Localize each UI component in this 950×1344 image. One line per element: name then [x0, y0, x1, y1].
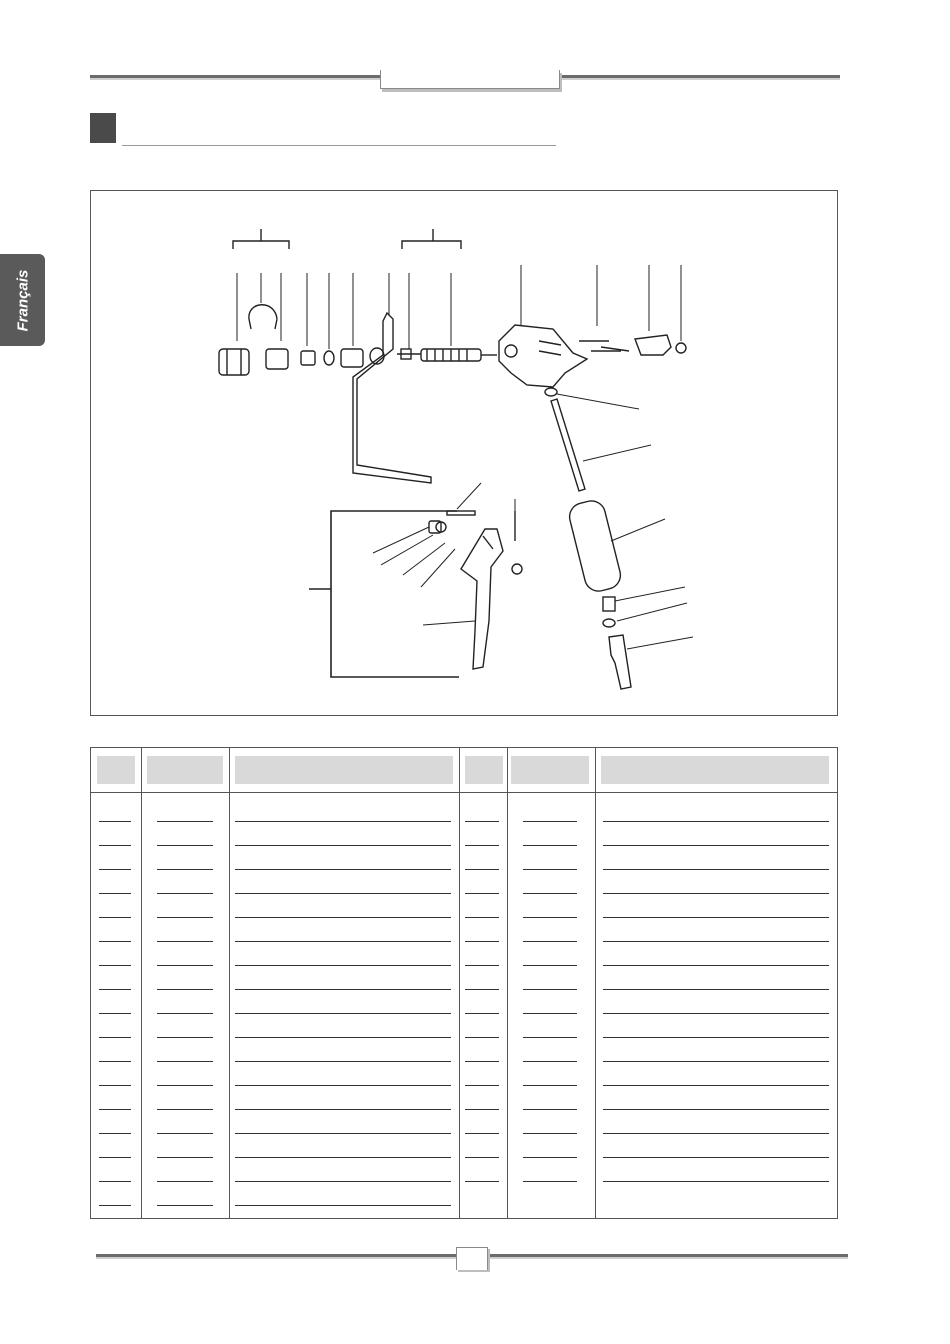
table-row-line-left	[157, 989, 213, 990]
table-row-line-right	[603, 1133, 829, 1134]
table-row-line-left	[99, 989, 131, 990]
spray-gun-drawing	[91, 191, 837, 715]
table-row-line-left	[235, 821, 451, 822]
header-cell-no-left	[97, 756, 135, 784]
table-row-line-left	[99, 1085, 131, 1086]
section-title-rule	[122, 145, 556, 146]
table-row-line-right	[465, 1061, 499, 1062]
air-cap	[219, 349, 249, 375]
table-row-line-right	[603, 1157, 829, 1158]
column-divider	[595, 748, 596, 1218]
packing-nut	[341, 349, 363, 367]
table-row-line-right	[465, 989, 499, 990]
needle-assembly	[397, 349, 497, 361]
table-row-line-left	[99, 845, 131, 846]
table-row-line-left	[235, 1061, 451, 1062]
handle-grip	[567, 498, 624, 594]
column-divider	[141, 748, 142, 1218]
table-row-line-left	[235, 941, 451, 942]
table-row-line-right	[603, 821, 829, 822]
table-row-line-left	[235, 1109, 451, 1110]
header-title-tab	[380, 70, 560, 89]
header-cell-description-right	[601, 756, 829, 784]
table-row-line-right	[465, 1181, 499, 1182]
table-row-line-right	[603, 965, 829, 966]
table-row-line-left	[157, 1013, 213, 1014]
table-row-line-right	[523, 1037, 577, 1038]
table-row-line-left	[157, 941, 213, 942]
retaining-clip	[249, 305, 277, 329]
table-row-line-right	[603, 1181, 829, 1182]
language-tab[interactable]	[0, 254, 45, 346]
table-row-line-right	[465, 1085, 499, 1086]
handle-seal	[545, 388, 557, 396]
table-row-line-left	[157, 1181, 213, 1182]
table-row-line-right	[465, 917, 499, 918]
header-rule-right	[558, 75, 840, 78]
table-row-line-left	[235, 845, 451, 846]
table-row-line-left	[157, 1133, 213, 1134]
table-row-line-left	[157, 1109, 213, 1110]
table-row-line-right	[523, 1133, 577, 1134]
table-row-line-left	[99, 1013, 131, 1014]
table-row-line-right	[603, 869, 829, 870]
table-row-line-left	[157, 821, 213, 822]
table-row-line-left	[99, 965, 131, 966]
table-row-line-left	[235, 869, 451, 870]
table-row-line-left	[235, 1013, 451, 1014]
table-row-line-left	[235, 1157, 451, 1158]
column-divider	[229, 748, 230, 1218]
table-row-line-right	[603, 845, 829, 846]
table-row-line-left	[157, 917, 213, 918]
table-row-line-right	[465, 869, 499, 870]
leader-lines-top	[237, 265, 681, 349]
table-row-line-right	[603, 1037, 829, 1038]
table-row-line-right	[603, 1061, 829, 1062]
table-row-line-right	[465, 1013, 499, 1014]
table-row-line-right	[523, 1013, 577, 1014]
footer-rule-left	[96, 1254, 456, 1257]
table-row-line-right	[523, 989, 577, 990]
leader-lines-trigger	[373, 483, 515, 625]
hose-fitting	[609, 635, 631, 689]
table-row-line-left	[99, 1037, 131, 1038]
gun-body	[499, 325, 587, 387]
table-row-line-left	[235, 1181, 451, 1182]
table-row-line-right	[465, 845, 499, 846]
connector-seal	[603, 619, 615, 627]
table-row-line-left	[157, 893, 213, 894]
table-row-line-right	[603, 1085, 829, 1086]
table-row-line-left	[99, 1133, 131, 1134]
table-row-line-left	[157, 1157, 213, 1158]
adjusting-block	[635, 335, 671, 355]
table-row-line-right	[523, 965, 577, 966]
table-row-line-left	[157, 1061, 213, 1062]
table-row-line-left	[99, 1061, 131, 1062]
table-row-line-right	[465, 1037, 499, 1038]
table-row-line-right	[603, 1109, 829, 1110]
table-row-line-right	[465, 965, 499, 966]
table-row-line-right	[603, 1013, 829, 1014]
table-row-line-right	[523, 1157, 577, 1158]
table-row-line-right	[523, 1061, 577, 1062]
table-row-line-right	[465, 1109, 499, 1110]
column-divider	[459, 748, 460, 1218]
table-row-line-right	[465, 1157, 499, 1158]
trigger-pins	[579, 341, 629, 351]
table-row-line-right	[603, 941, 829, 942]
table-row-line-right	[603, 917, 829, 918]
header-cell-description-left	[235, 756, 453, 784]
table-row-line-left	[235, 989, 451, 990]
table-row-line-right	[523, 1085, 577, 1086]
table-row-line-left	[157, 1205, 213, 1206]
table-row-line-left	[99, 893, 131, 894]
language-tab-label: Français	[14, 269, 32, 331]
header-rule-left	[90, 75, 380, 78]
table-row-line-left	[235, 1085, 451, 1086]
table-row-line-left	[235, 1205, 451, 1206]
group-bracket-1	[233, 229, 289, 249]
table-row-line-left	[157, 1085, 213, 1086]
table-row-line-left	[99, 1205, 131, 1206]
header-cell-no-right	[465, 756, 503, 784]
table-header-row	[91, 748, 837, 793]
table-row-line-right	[465, 1133, 499, 1134]
table-row-line-left	[99, 1181, 131, 1182]
table-row-line-right	[523, 821, 577, 822]
table-row-line-left	[235, 1133, 451, 1134]
table-row-line-right	[603, 989, 829, 990]
lock-nut	[676, 343, 686, 353]
table-row-line-left	[99, 869, 131, 870]
table-row-line-left	[157, 965, 213, 966]
table-row-line-left	[235, 965, 451, 966]
table-row-line-left	[99, 1109, 131, 1110]
trigger	[461, 529, 503, 669]
table-row-line-left	[157, 1037, 213, 1038]
table-row-line-right	[523, 941, 577, 942]
table-row-line-left	[99, 821, 131, 822]
trigger-pin	[447, 511, 475, 515]
table-row-line-right	[603, 893, 829, 894]
seal	[324, 351, 334, 365]
fluid-tube	[551, 399, 585, 491]
header-cell-code-right	[511, 756, 589, 784]
table-row-line-left	[157, 845, 213, 846]
table-row-line-right	[465, 941, 499, 942]
table-row-line-left	[235, 917, 451, 918]
group-bracket-2	[402, 229, 461, 249]
leader-lines-right	[557, 394, 693, 649]
trigger-group-bracket	[331, 511, 459, 677]
trigger-screw	[512, 564, 522, 574]
connector-nut	[603, 597, 615, 611]
table-row-line-right	[523, 869, 577, 870]
footer-rule-right	[486, 1254, 848, 1257]
table-row-line-left	[99, 917, 131, 918]
table-row-line-right	[465, 893, 499, 894]
retaining-ring	[266, 349, 288, 369]
table-row-line-right	[465, 821, 499, 822]
table-row-line-right	[523, 917, 577, 918]
hanger-hook	[353, 313, 431, 483]
table-row-line-right	[523, 1109, 577, 1110]
header-cell-code-left	[147, 756, 223, 784]
table-row-line-left	[99, 1157, 131, 1158]
column-divider	[507, 748, 508, 1218]
table-row-line-right	[523, 893, 577, 894]
parts-list-table	[90, 747, 838, 1219]
table-row-line-right	[523, 845, 577, 846]
table-row-line-left	[99, 941, 131, 942]
table-row-line-left	[235, 1037, 451, 1038]
table-row-line-left	[235, 893, 451, 894]
fluid-nozzle	[301, 351, 315, 365]
footer-page-tab	[456, 1247, 488, 1270]
section-marker	[90, 113, 116, 143]
exploded-parts-diagram	[90, 190, 838, 716]
table-row-line-right	[523, 1181, 577, 1182]
table-row-line-left	[157, 869, 213, 870]
